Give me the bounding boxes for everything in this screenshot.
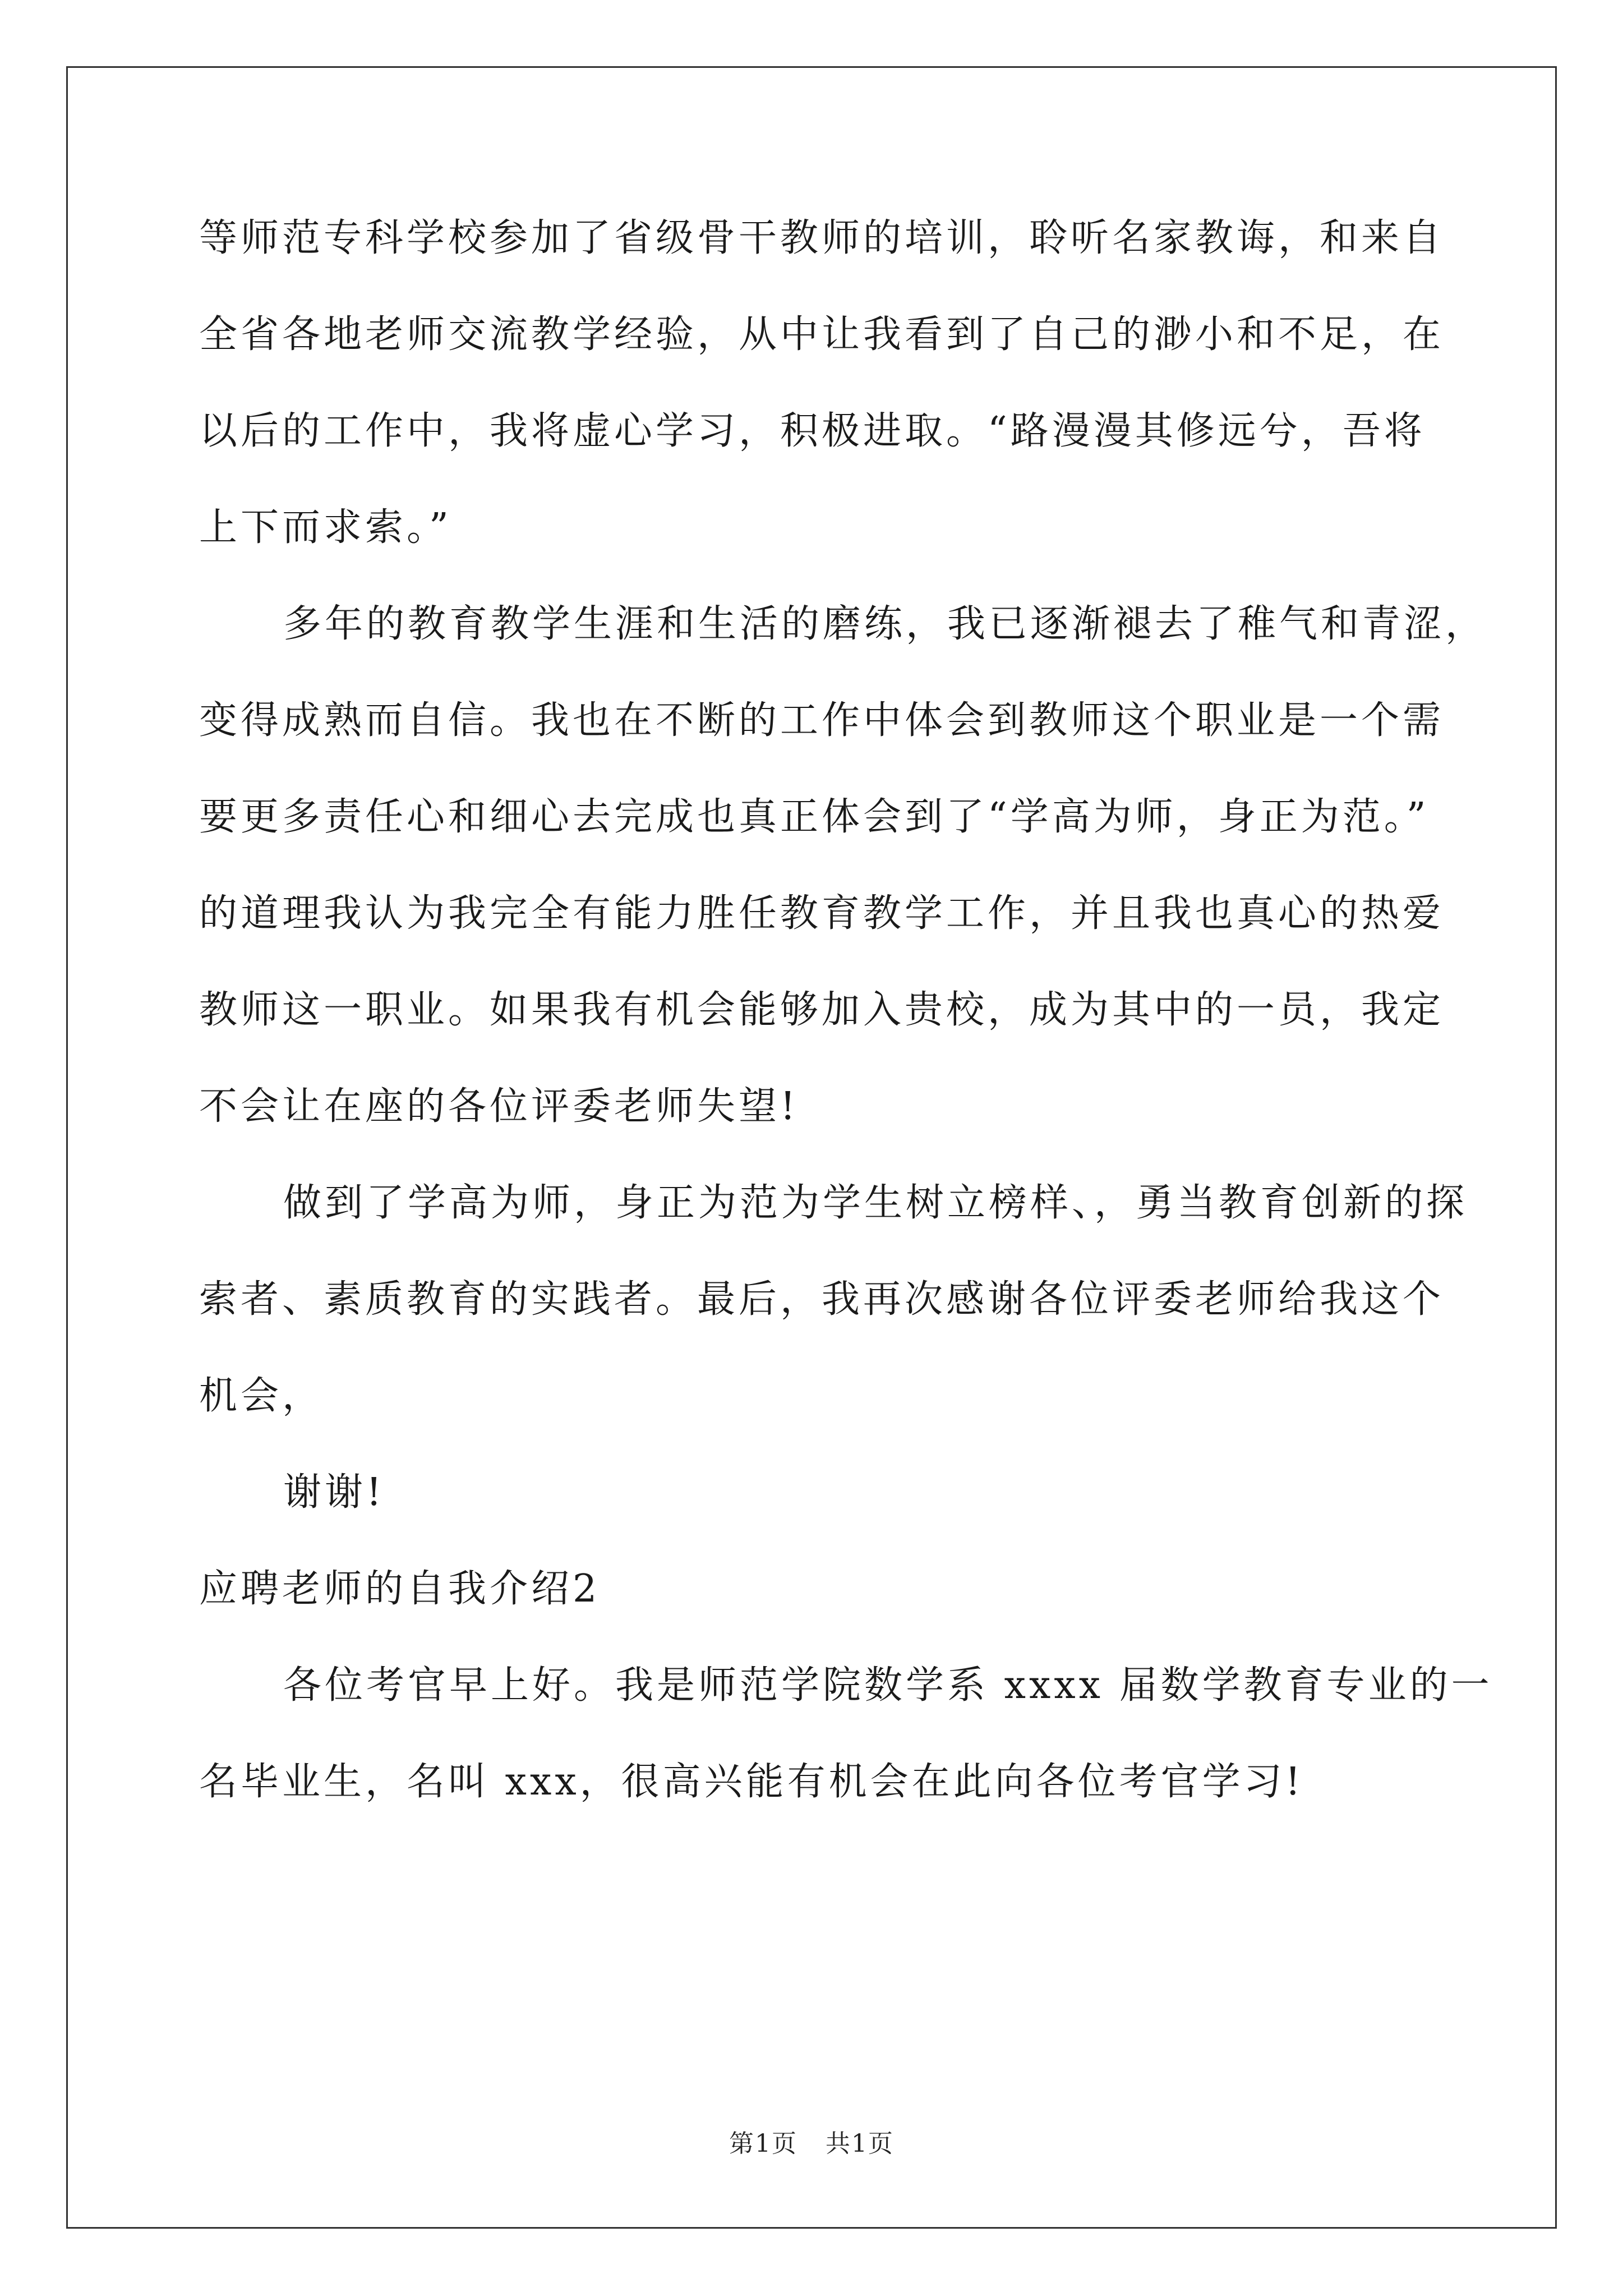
text-line: 上下而求索。” — [199, 505, 452, 550]
text-line: 不会让在座的各位评委老师失望! — [199, 1084, 799, 1129]
page-number: 第1页 — [729, 2129, 797, 2158]
text-line: 名毕业生，名叫 xxx，很高兴能有机会在此向各位考官学习! — [199, 1760, 1304, 1804]
text-line: 的道理我认为我完全有能力胜任教育教学工作，并且我也真心的热爱 — [199, 891, 1445, 936]
closing-line: 谢谢! — [283, 1470, 385, 1515]
document-body — [199, 210, 1493, 1851]
page-footer — [0, 2123, 1623, 2159]
text-line: 机会， — [199, 1374, 324, 1418]
paragraph-start-line: 各位考官早上好。我是师范学院数学系 xxxx 届数学教育专业的一 — [283, 1663, 1493, 1708]
paragraph-start-line: 多年的教育教学生涯和生活的磨练，我已逐渐褪去了稚气和青涩， — [283, 602, 1487, 646]
text-line: 教师这一职业。如果我有机会能够加入贵校，成为其中的一员，我定 — [199, 988, 1445, 1032]
text-line: 全省各地老师交流教学经验，从中让我看到了自己的渺小和不足，在 — [199, 312, 1445, 357]
page-total: 共1页 — [826, 2129, 894, 2158]
section-heading: 应聘老师的自我介绍2 — [199, 1567, 601, 1611]
paragraph-start-line: 做到了学高为师，身正为范为学生树立榜样、，勇当教育创新的探 — [283, 1181, 1468, 1225]
text-line: 索者、素质教育的实践者。最后，我再次感谢各位评委老师给我这个 — [199, 1277, 1445, 1322]
text-line: 以后的工作中，我将虚心学习，积极进取。“路漫漫其修远兮，吾将 — [199, 409, 1426, 453]
text-line: 要更多责任心和细心去完成也真正体会到了“学高为师，身正为范。” — [199, 795, 1430, 839]
text-line: 等师范专科学校参加了省级骨干教师的培训，聆听名家教诲，和来自 — [199, 216, 1445, 260]
text-line: 变得成熟而自信。我也在不断的工作中体会到教师这个职业是一个需 — [199, 698, 1445, 743]
